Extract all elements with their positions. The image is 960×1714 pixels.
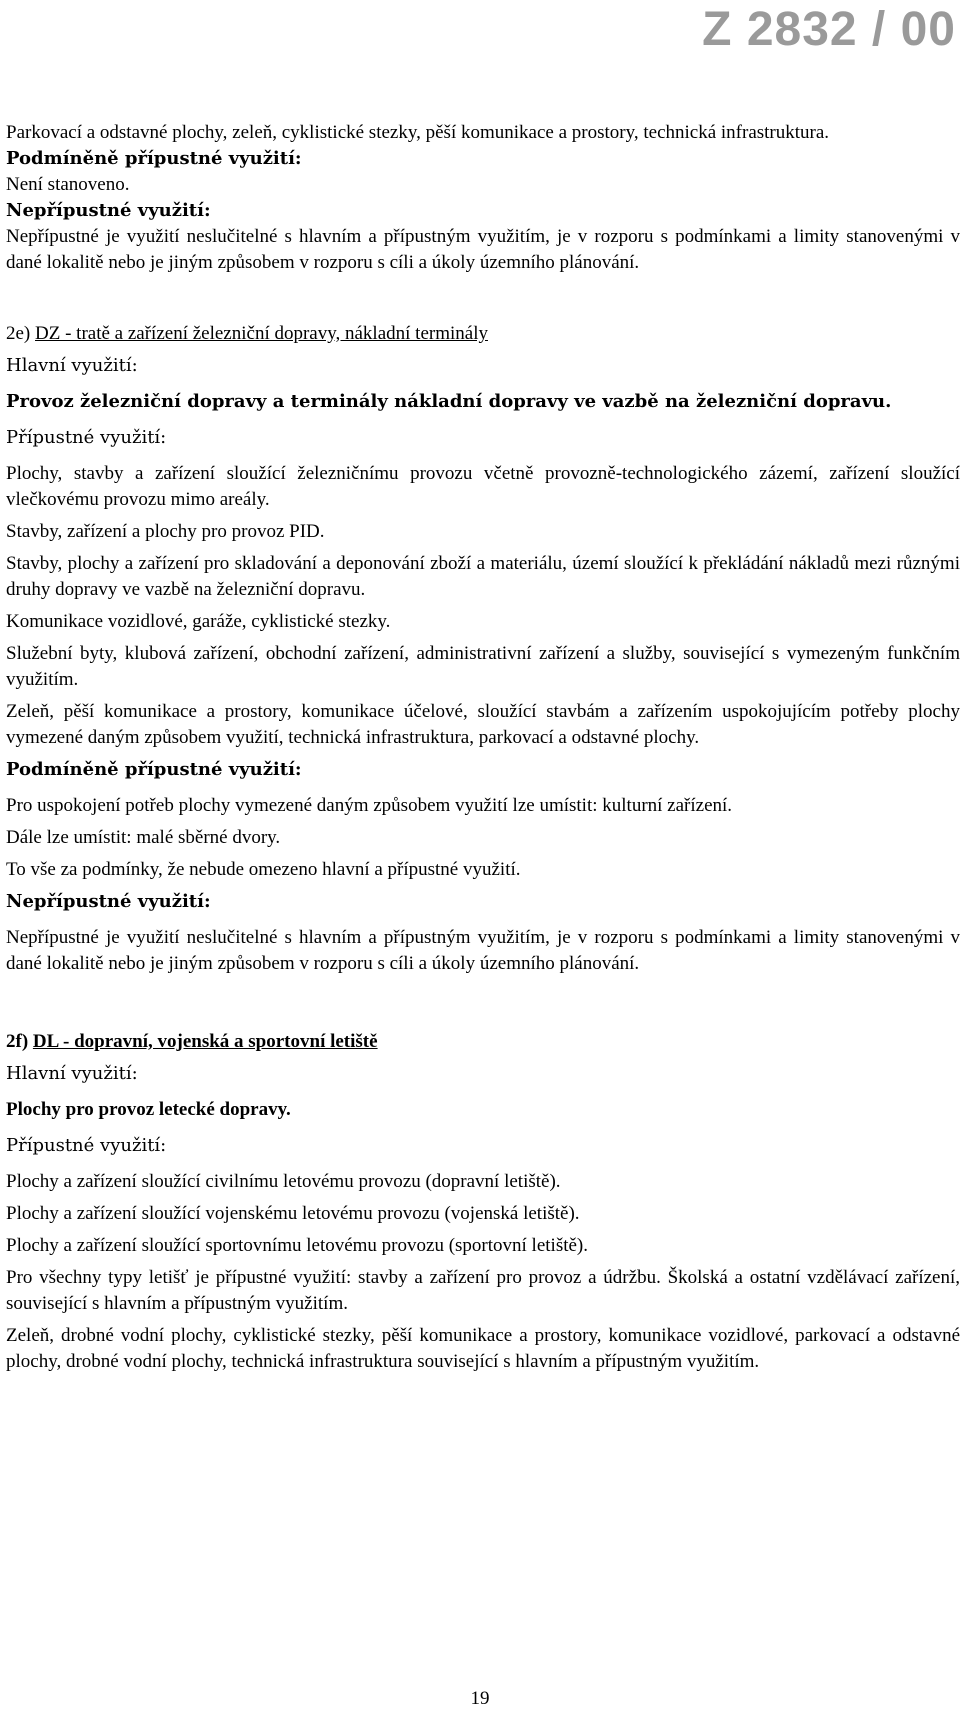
section-2e-conditional-item: To vše za podmínky, že nebude omezeno hlavní a přípustné využití. bbox=[6, 859, 521, 880]
section-2e-conditional-item: Pro uspokojení potřeb plochy vymezené daným způsobem využití lze umístit: kulturní zařízení. bbox=[6, 795, 733, 816]
section-2e-allowed-item: Zeleň, pěší komunikace a prostory, komunikace účelové, sloužící stavbám a zařízením uspokojujícím potřeby plochy vymezené daným způsobem využití, technická infrastruktura, parkovací a odstavné plochy. bbox=[6, 701, 960, 748]
section-2f-allowed-item: Pro všechny typy letišť je přípustné využití: stavby a zařízení pro provoz a údržbu. Školská a ostatní vzdělávací zařízení, související s hlavním a přípustným využitím. bbox=[6, 1267, 960, 1314]
section-2e-conditional-item: Dále lze umístit: malé sběrné dvory. bbox=[6, 827, 281, 848]
page-number: 19 bbox=[470, 1688, 490, 1709]
section-2f-allowed-item: Plochy a zařízení sloužící vojenskému letovému provozu (vojenská letiště). bbox=[6, 1203, 580, 1224]
section-2f-main-text: Plochy pro provoz letecké dopravy. bbox=[6, 1099, 291, 1120]
section-2e-allowed-item: Komunikace vozidlové, garáže, cyklistické stezky. bbox=[6, 611, 391, 632]
section-2e-forbidden-heading: Nepřípustné využití: bbox=[6, 891, 211, 912]
section-2e-forbidden-text: Nepřípustné je využití neslučitelné s hlavním a přípustným využitím, je v rozporu s podmínkami a limity stanovenými v dané lokalitě nebo je jiným způsobem v rozporu s cíli a úkoly územního plánování. bbox=[6, 927, 960, 974]
forbidden-use-text: Nepřípustné je využití neslučitelné s hlavním a přípustným využitím, je v rozporu s podmínkami a limity stanovenými v dané lokalitě nebo je jiným způsobem v rozporu s cíli a úkoly územního plánování. bbox=[6, 226, 960, 273]
section-2e-allowed-item: Stavby, plochy a zařízení pro skladování a deponování zboží a materiálu, území sloužící k překládání nákladů mezi různými druhy dopravy ve vazbě na železniční dopravu. bbox=[6, 553, 960, 600]
document-body bbox=[6, 120, 960, 1375]
conditional-use-heading: Podmíněně přípustné využití: bbox=[6, 148, 302, 169]
section-2e-allowed-heading: Přípustné využití: bbox=[6, 427, 167, 448]
section-2e-conditional-heading: Podmíněně přípustné využití: bbox=[6, 759, 302, 780]
section-2e-allowed-item: Plochy, stavby a zařízení sloužící železničnímu provozu včetně provozně-technologického zázemí, zařízení sloužící vlečkovému provozu mimo areály. bbox=[6, 463, 960, 510]
section-2f-main-heading: Hlavní využití: bbox=[6, 1063, 138, 1084]
document-code: Z 2832 / 00 bbox=[702, 3, 956, 56]
section-2e-allowed-item: Stavby, zařízení a plochy pro provoz PID. bbox=[6, 521, 325, 542]
section-2e-number: 2e) bbox=[6, 323, 31, 344]
section-2f-allowed-item: Zeleň, drobné vodní plochy, cyklistické stezky, pěší komunikace a prostory, komunikace vozidlové, parkovací a odstavné plochy, drobné vodní plochy, technická infrastruktura související s hlavním a přípustným využitím. bbox=[6, 1325, 960, 1372]
section-2f-allowed-item: Plochy a zařízení sloužící civilnímu letovému provozu (dopravní letiště). bbox=[6, 1171, 561, 1192]
intro-paragraph: Parkovací a odstavné plochy, zeleň, cyklistické stezky, pěší komunikace a prostory, technická infrastruktura. bbox=[6, 122, 830, 143]
section-2f-heading bbox=[6, 1029, 960, 1055]
section-2f-title: DL - dopravní, vojenská a sportovní letiště bbox=[32, 1031, 378, 1052]
section-2e-allowed-item: Služební byty, klubová zařízení, obchodní zařízení, administrativní zařízení a služby, související s vymezeným funkčním využitím. bbox=[6, 643, 960, 690]
section-2f-number: 2f) bbox=[6, 1031, 29, 1052]
section-2e-title: DZ - tratě a zařízení železniční dopravy, nákladní terminály bbox=[35, 323, 488, 344]
section-2e-main-text: Provoz železniční dopravy a terminály nákladní dopravy ve vazbě na železniční dopravu. bbox=[6, 391, 892, 412]
section-2f-allowed-item: Plochy a zařízení sloužící sportovnímu letovému provozu (sportovní letiště). bbox=[6, 1235, 589, 1256]
section-2f-allowed-heading: Přípustné využití: bbox=[6, 1135, 167, 1156]
section-2e-heading bbox=[6, 321, 960, 347]
conditional-use-text: Není stanoveno. bbox=[6, 174, 130, 195]
section-2e-main-heading: Hlavní využití: bbox=[6, 355, 138, 376]
forbidden-use-heading: Nepřípustné využití: bbox=[6, 200, 211, 221]
